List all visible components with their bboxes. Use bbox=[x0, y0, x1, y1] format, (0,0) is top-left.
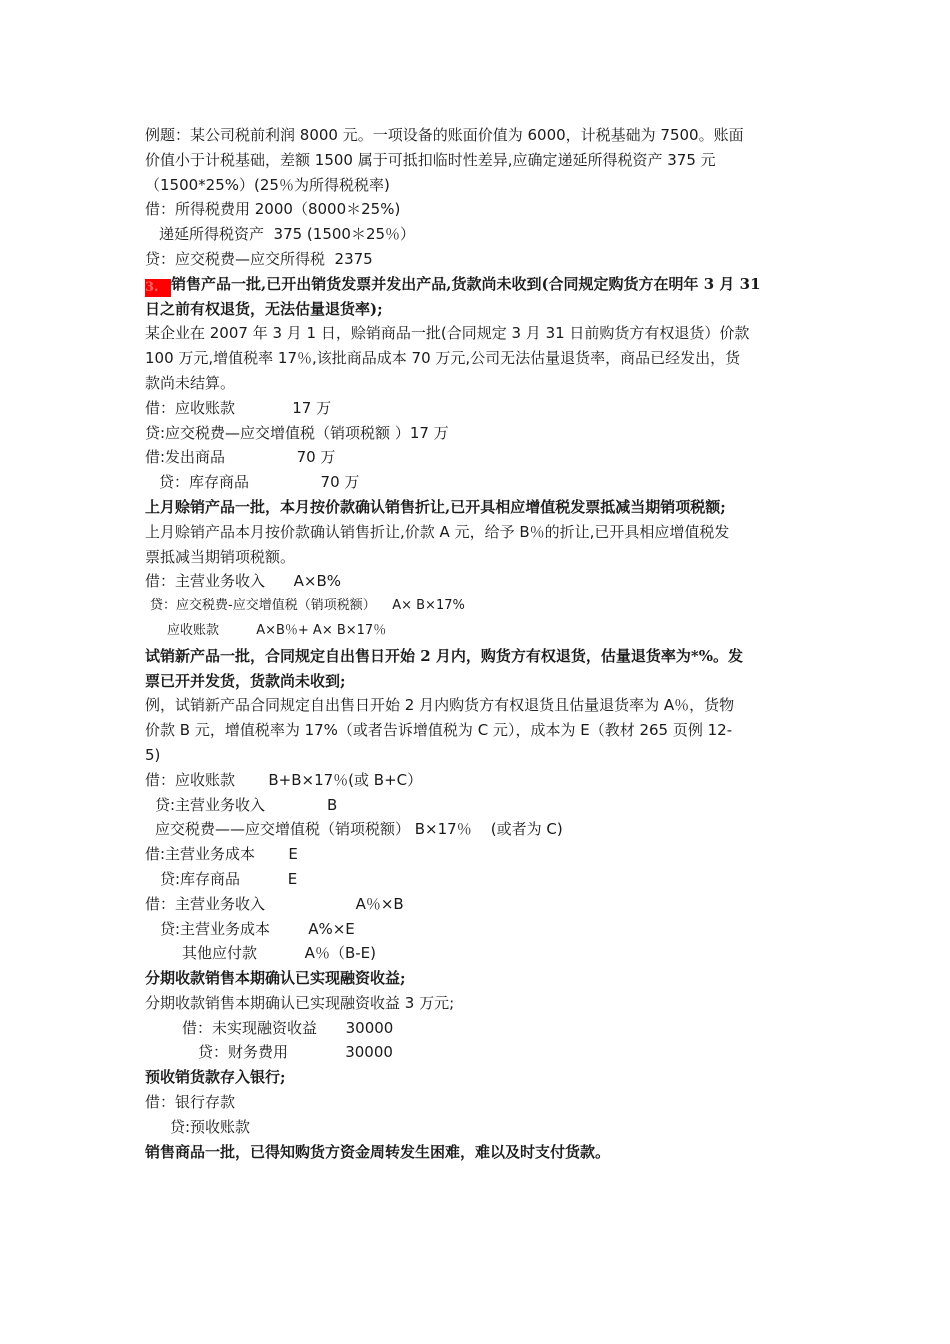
text-line bbox=[145, 892, 810, 917]
text-line bbox=[145, 1065, 810, 1090]
text-line-content: 100 万元,增值税率 17％,该批商品成本 70 万元,公司无法估量退货率，商品已经发出，货 bbox=[145, 349, 741, 368]
text-line-content: 分期收款销售本期确认已实现融资收益 3 万元; bbox=[145, 993, 455, 1012]
text-line bbox=[145, 346, 810, 371]
text-line-content: 借：未实现融资收益 30000 bbox=[182, 1018, 394, 1037]
text-line-content: 例题：某公司税前利润 8000 元。一项设备的账面价值为 6000，计税基础为 7500。账面 bbox=[145, 126, 744, 144]
text-line-content: 上月赊销产品本月按价款确认销售折让,价款 A 元，给予 B％的折让,已开具相应增值税发 bbox=[145, 522, 730, 541]
text-line-content: 借：应收账款 17 万 bbox=[145, 398, 332, 417]
text-line-content: 借:发出商品 70 万 bbox=[145, 448, 336, 467]
text-line-content: 分期收款销售本期确认已实现融资收益; bbox=[145, 969, 406, 988]
text-line bbox=[145, 148, 810, 173]
text-line-content: 递延所得税资产 375 (1500＊25％） bbox=[159, 225, 416, 244]
text-line-content: 借：主营业务收入 A×B% bbox=[145, 572, 341, 591]
list-number-marker: 3. bbox=[145, 279, 171, 297]
text-line bbox=[145, 644, 810, 669]
text-line bbox=[145, 272, 810, 297]
text-line bbox=[145, 917, 810, 942]
text-line bbox=[145, 768, 810, 793]
text-line-content: 日之前有权退货，无法估量退货率); bbox=[145, 299, 383, 318]
text-line-content: 销售产品一批,已开出销货发票并发出产品,货款尚未收到(合同规定购货方在明年 3 月 31 bbox=[171, 274, 761, 293]
text-line bbox=[145, 445, 810, 470]
text-line bbox=[145, 247, 810, 272]
text-line bbox=[145, 173, 810, 198]
text-line-content: 贷:主营业务成本 A%×E bbox=[160, 919, 355, 938]
text-line bbox=[145, 396, 810, 421]
text-line-content: 贷：应交税费—应交所得税 2375 bbox=[145, 249, 373, 268]
text-line-content: 借：所得税费用 2000（8000＊25%) bbox=[145, 200, 401, 219]
text-line-content: 5) bbox=[145, 745, 161, 764]
text-line-content: 价值小于计税基础，差额 1500 属于可抵扣临时性差异,应确定递延所得税资产 375 元 bbox=[145, 150, 716, 169]
text-line-content: 贷：应交税费-应交增值税（销项税额） A× B×17% bbox=[150, 598, 465, 614]
text-line-content: 票已开并发货，货款尚未收到; bbox=[145, 671, 346, 690]
text-line-content: 贷：库存商品 70 万 bbox=[159, 473, 360, 492]
text-line-content: 借：银行存款 bbox=[145, 1093, 236, 1112]
text-line-content: 票抵减当期销项税额。 bbox=[145, 547, 296, 566]
text-line-content: 应交税费——应交增值税（销项税额） B×17％ (或者为 C) bbox=[155, 820, 563, 839]
text-line bbox=[145, 421, 810, 446]
text-line bbox=[145, 817, 810, 842]
text-line-content: （1500*25%）(25％为所得税税率) bbox=[145, 175, 390, 194]
text-line bbox=[145, 619, 810, 644]
text-line bbox=[145, 297, 810, 322]
text-line bbox=[145, 842, 810, 867]
text-line bbox=[145, 594, 810, 619]
text-line-content: 试销新产品一批，合同规定自出售日开始 2 月内，购货方有权退货，估量退货率为*%。发 bbox=[145, 646, 743, 665]
text-line bbox=[145, 1090, 810, 1115]
text-line bbox=[145, 197, 810, 222]
text-line-content: 借：主营业务收入 A％×B bbox=[145, 894, 404, 913]
text-line bbox=[145, 941, 810, 966]
text-line-content: 贷:预收账款 bbox=[170, 1117, 251, 1136]
text-line bbox=[145, 1140, 810, 1165]
text-line bbox=[145, 1115, 810, 1140]
text-line-content: 借：应收账款 B+B×17％(或 B+C） bbox=[145, 770, 423, 789]
text-line-content: 例，试销新产品合同规定自出售日开始 2 月内购货方有权退货且估量退货率为 A％，货物 bbox=[145, 696, 735, 715]
text-line-content: 上月赊销产品一批，本月按价款确认销售折让,已开具相应增值税发票抵减当期销项税额; bbox=[145, 497, 726, 516]
text-line bbox=[145, 495, 810, 520]
text-line bbox=[145, 1016, 810, 1041]
text-line-content: 价款 B 元，增值税率为 17%（或者告诉增值税为 C 元），成本为 E（教材 265 页例 12- bbox=[145, 721, 733, 740]
text-line-content: 贷：财务费用 30000 bbox=[198, 1043, 393, 1062]
text-line bbox=[145, 569, 810, 594]
text-line-content: 销售商品一批，已得知购货方资金周转发生困难，难以及时支付货款。 bbox=[145, 1142, 611, 1161]
document-body bbox=[145, 123, 810, 1164]
text-line bbox=[145, 520, 810, 545]
text-line bbox=[145, 991, 810, 1016]
text-line bbox=[145, 867, 810, 892]
text-line-content: 贷:库存商品 E bbox=[160, 869, 298, 888]
text-line-content: 其他应付款 A％（B-E) bbox=[182, 944, 376, 963]
text-line bbox=[145, 371, 810, 396]
text-line bbox=[145, 545, 810, 570]
text-line bbox=[145, 743, 810, 768]
text-line-content: 应收账款 A×B％+ A× B×17％ bbox=[167, 622, 387, 638]
text-line-content: 某企业在 2007 年 3 月 1 日，赊销商品一批(合同规定 3 月 31 日前购货方有权退货）价款 bbox=[145, 324, 750, 343]
text-line-content: 预收销货款存入银行; bbox=[145, 1068, 286, 1087]
text-line bbox=[145, 321, 810, 346]
text-line-content: 借:主营业务成本 E bbox=[145, 845, 298, 864]
text-line bbox=[145, 669, 810, 694]
text-line bbox=[145, 966, 810, 991]
text-line-content: 贷:应交税费—应交增值税（销项税额 ）17 万 bbox=[145, 423, 449, 442]
text-line bbox=[145, 1040, 810, 1065]
text-line bbox=[145, 718, 810, 743]
text-line-content: 贷:主营业务收入 B bbox=[155, 795, 338, 814]
text-line bbox=[145, 470, 810, 495]
text-line bbox=[145, 693, 810, 718]
text-line bbox=[145, 793, 810, 818]
text-line bbox=[145, 123, 810, 148]
text-line-content: 款尚未结算。 bbox=[145, 373, 236, 392]
text-line bbox=[145, 222, 810, 247]
